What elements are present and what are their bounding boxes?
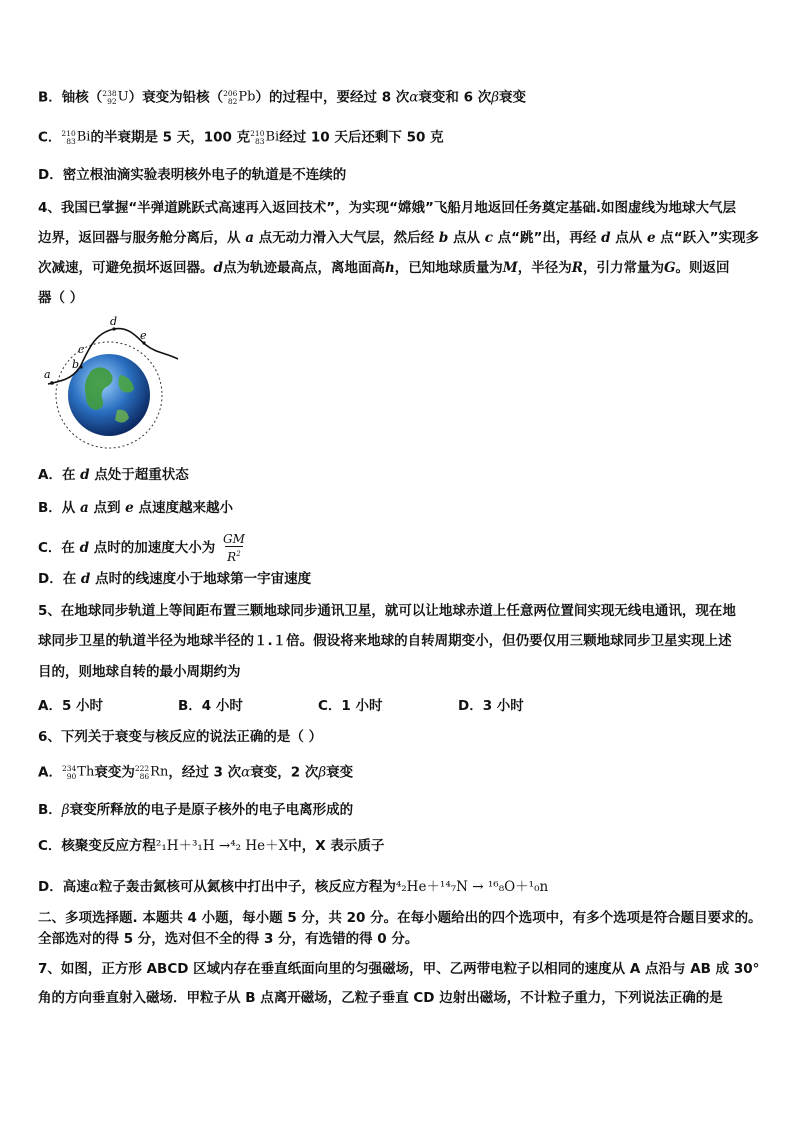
- q4-option-d[interactable]: [38, 570, 311, 588]
- text: 点速度越来越小: [138, 500, 233, 516]
- radius-r: R: [571, 260, 583, 276]
- point-a: a: [245, 230, 254, 246]
- text: 点无动力滑入大气层，然后经: [258, 230, 435, 246]
- label-a: a: [44, 368, 51, 381]
- element-symbol: U: [117, 89, 129, 105]
- text: 衰变，2 次: [250, 764, 319, 781]
- point-d: d: [601, 230, 611, 246]
- atomic-number: 90: [66, 771, 77, 781]
- bismuth-nuclide: [250, 128, 279, 147]
- atomic-number: 82: [227, 96, 238, 106]
- text: ，引力常量为: [582, 260, 664, 276]
- text: 点处于超重状态: [94, 467, 189, 483]
- beta-symbol: β: [318, 764, 327, 781]
- text: 。则返回: [675, 260, 730, 276]
- atomic-number: 83: [254, 136, 265, 146]
- text: 点从: [453, 230, 481, 246]
- q4-option-c[interactable]: [38, 532, 245, 564]
- beta-symbol: β: [491, 89, 500, 106]
- q4-stem-line1: 4、我国已掌握“半弹道跳跃式高速再入返回技术”，为实现“嫦娥”飞船月地返回任务奠定基础.如图虚线为地球大气层: [38, 200, 737, 216]
- height-h: h: [384, 260, 395, 276]
- radon-nuclide: [135, 763, 169, 782]
- point-a: a: [80, 500, 89, 516]
- denominator: [225, 546, 243, 564]
- text: ）的过程中，要经过 8 次: [255, 89, 410, 106]
- text: C．核聚变反应方程: [38, 838, 156, 854]
- text: 粒子轰击氮核可从氮核中打出中子，核反应方程为: [98, 879, 396, 895]
- text: A．在: [38, 467, 76, 483]
- text: 经过 10 天后还剩下 50 克: [279, 129, 444, 146]
- q4-stem-line4: 器（ ）: [38, 290, 84, 306]
- text: ，已知地球质量为: [394, 260, 503, 276]
- numerator: GM: [222, 532, 245, 546]
- q6-option-a[interactable]: [38, 763, 353, 782]
- acceleration-fraction: [223, 532, 245, 564]
- text: 点时的加速度大小为: [93, 540, 216, 556]
- text: A．: [38, 764, 62, 781]
- earth-trajectory-figure: [42, 315, 182, 455]
- q3-option-d[interactable]: D．密立根油滴实验表明核外电子的轨道是不连续的: [38, 167, 347, 183]
- q3-option-b[interactable]: [38, 88, 526, 107]
- alpha-symbol: α: [409, 89, 419, 106]
- mass-number: 206: [223, 88, 238, 98]
- mass-number: 210: [250, 128, 265, 138]
- text: D．在: [38, 571, 77, 587]
- section-2-instructions-line1: 二、多项选择题. 本题共 4 小题，每小题 5 分，共 20 分。在每小题给出的四个选项中，有多个选项是符合题目要求的。: [38, 910, 762, 926]
- text: 点时的线速度小于地球第一宇宙速度: [95, 571, 312, 587]
- q5-stem-line2: 球同步卫星的轨道半径为地球半径的１.１倍。假设将来地球的自转周期变小，但仍要仅用三颗地球同步卫星实现上述: [38, 633, 732, 649]
- mass-number: 222: [134, 763, 150, 773]
- point-d: d: [79, 540, 90, 556]
- text: ，半径为: [517, 260, 572, 276]
- text: 点“跃入”实现多: [660, 230, 760, 246]
- q4-stem-line2: [38, 229, 759, 247]
- text: ）衰变为铅核（: [128, 89, 224, 106]
- atomic-number: 83: [66, 136, 76, 146]
- mass-m: M: [502, 260, 518, 276]
- element-symbol: Bi: [76, 129, 91, 145]
- section-2-instructions-line2: 全部选对的得 5 分，选对但不全的得 3 分，有选错的得 0 分。: [38, 931, 419, 947]
- text: 点为轨迹最高点，离地面高: [222, 260, 385, 276]
- q5-stem-line3: 目的，则地球自转的最小周期约为: [38, 664, 241, 680]
- q7-stem-line1: 7、如图，正方形 ABCD 区域内存在垂直纸面向里的匀强磁场，甲、乙两带电粒子以相同的速度从 A 点沿与 AB 成 30°: [38, 961, 760, 977]
- q6-stem: 6、下列关于衰变与核反应的说法正确的是（ ）: [38, 729, 323, 745]
- point-e: e: [646, 230, 656, 246]
- point-b: b: [438, 230, 449, 246]
- atomic-number: 92: [107, 96, 117, 106]
- text: 衰变所释放的电子是原子核外的电子电离形成的: [69, 802, 354, 818]
- q3-option-c[interactable]: [38, 128, 444, 147]
- text: 次减速，可避免损坏返回器。: [38, 260, 214, 276]
- text: B．: [38, 802, 62, 818]
- q5-options: [38, 697, 598, 715]
- point-c-marker: [79, 365, 82, 368]
- element-symbol: Pb: [238, 89, 256, 105]
- text: ，经过 3 次: [168, 764, 242, 781]
- alpha-symbol: α: [241, 764, 251, 781]
- thorium-nuclide: [62, 763, 94, 782]
- element-symbol: Bi: [265, 129, 280, 145]
- q5-stem-line1: 5、在地球同步轨道上等间距布置三颗地球同步通讯卫星，就可以让地球赤道上任意两位置间实现无线电通讯，现在地: [38, 603, 736, 619]
- text: 衰变: [499, 89, 527, 106]
- text: 中，X 表示质子: [288, 838, 385, 854]
- point-e: e: [125, 500, 134, 516]
- point-d: d: [80, 467, 90, 483]
- constant-g: G: [663, 260, 676, 276]
- mass-number: 210: [61, 128, 76, 138]
- text: 衰变: [326, 764, 354, 781]
- q4-stem-line3: [38, 259, 730, 277]
- nuclear-reaction-equation: ⁴₂He＋¹⁴₇N → ¹⁶₈O＋¹₀n: [395, 879, 549, 895]
- q6-option-c[interactable]: [38, 837, 384, 855]
- q6-option-d[interactable]: [38, 878, 548, 896]
- text: B．从: [38, 500, 76, 516]
- q5-option-a[interactable]: A．5 小时: [38, 698, 104, 714]
- text: 点从: [615, 230, 643, 246]
- label-c: c: [78, 343, 85, 356]
- denominator-exponent: 2: [236, 550, 241, 558]
- q6-option-b[interactable]: [38, 801, 353, 819]
- point-d: d: [213, 260, 223, 276]
- fusion-equation: ²₁H＋³₁H →⁴₂ He＋X: [155, 838, 289, 854]
- mass-number: 234: [61, 763, 77, 773]
- q5-option-c[interactable]: C．1 小时: [318, 698, 383, 714]
- mass-number: 238: [102, 88, 117, 98]
- element-symbol: Th: [77, 764, 95, 780]
- text: C．在: [38, 540, 75, 556]
- q4-option-a[interactable]: [38, 466, 189, 484]
- text: 衰变为: [94, 764, 135, 781]
- label-d: d: [110, 315, 118, 328]
- text: 边界，返回器与服务舱分离后，从: [38, 230, 241, 246]
- text: 的半衰期是 5 天，100 克: [90, 129, 251, 146]
- beta-symbol: β: [61, 802, 70, 818]
- text: B．铀核（: [38, 89, 103, 106]
- text: C．: [38, 129, 62, 146]
- point-c: c: [484, 230, 493, 246]
- q5-option-d[interactable]: D．3 小时: [458, 698, 524, 714]
- label-b: b: [72, 358, 80, 371]
- text: 点到: [93, 500, 121, 516]
- alpha-symbol: α: [89, 879, 99, 895]
- q4-option-b[interactable]: [38, 499, 233, 517]
- element-symbol: Rn: [150, 764, 169, 780]
- text: 点“跳”出，再经: [497, 230, 597, 246]
- q7-stem-line2: 角的方向垂直射入磁场．甲粒子从 B 点离开磁场，乙粒子垂直 CD 边射出磁场，不计粒子重力，下列说法正确的是: [38, 990, 723, 1006]
- uranium-nuclide: [102, 88, 128, 107]
- lead-nuclide: [223, 88, 255, 107]
- text: 衰变和 6 次: [418, 89, 492, 106]
- label-e: e: [140, 329, 147, 342]
- point-d: d: [80, 571, 91, 587]
- point-a-marker: [50, 381, 54, 385]
- bismuth-nuclide: [61, 128, 90, 147]
- denominator-base: R: [227, 550, 237, 564]
- text: D．高速: [38, 879, 90, 895]
- q5-option-b[interactable]: B．4 小时: [178, 698, 243, 714]
- atomic-number: 86: [139, 771, 150, 781]
